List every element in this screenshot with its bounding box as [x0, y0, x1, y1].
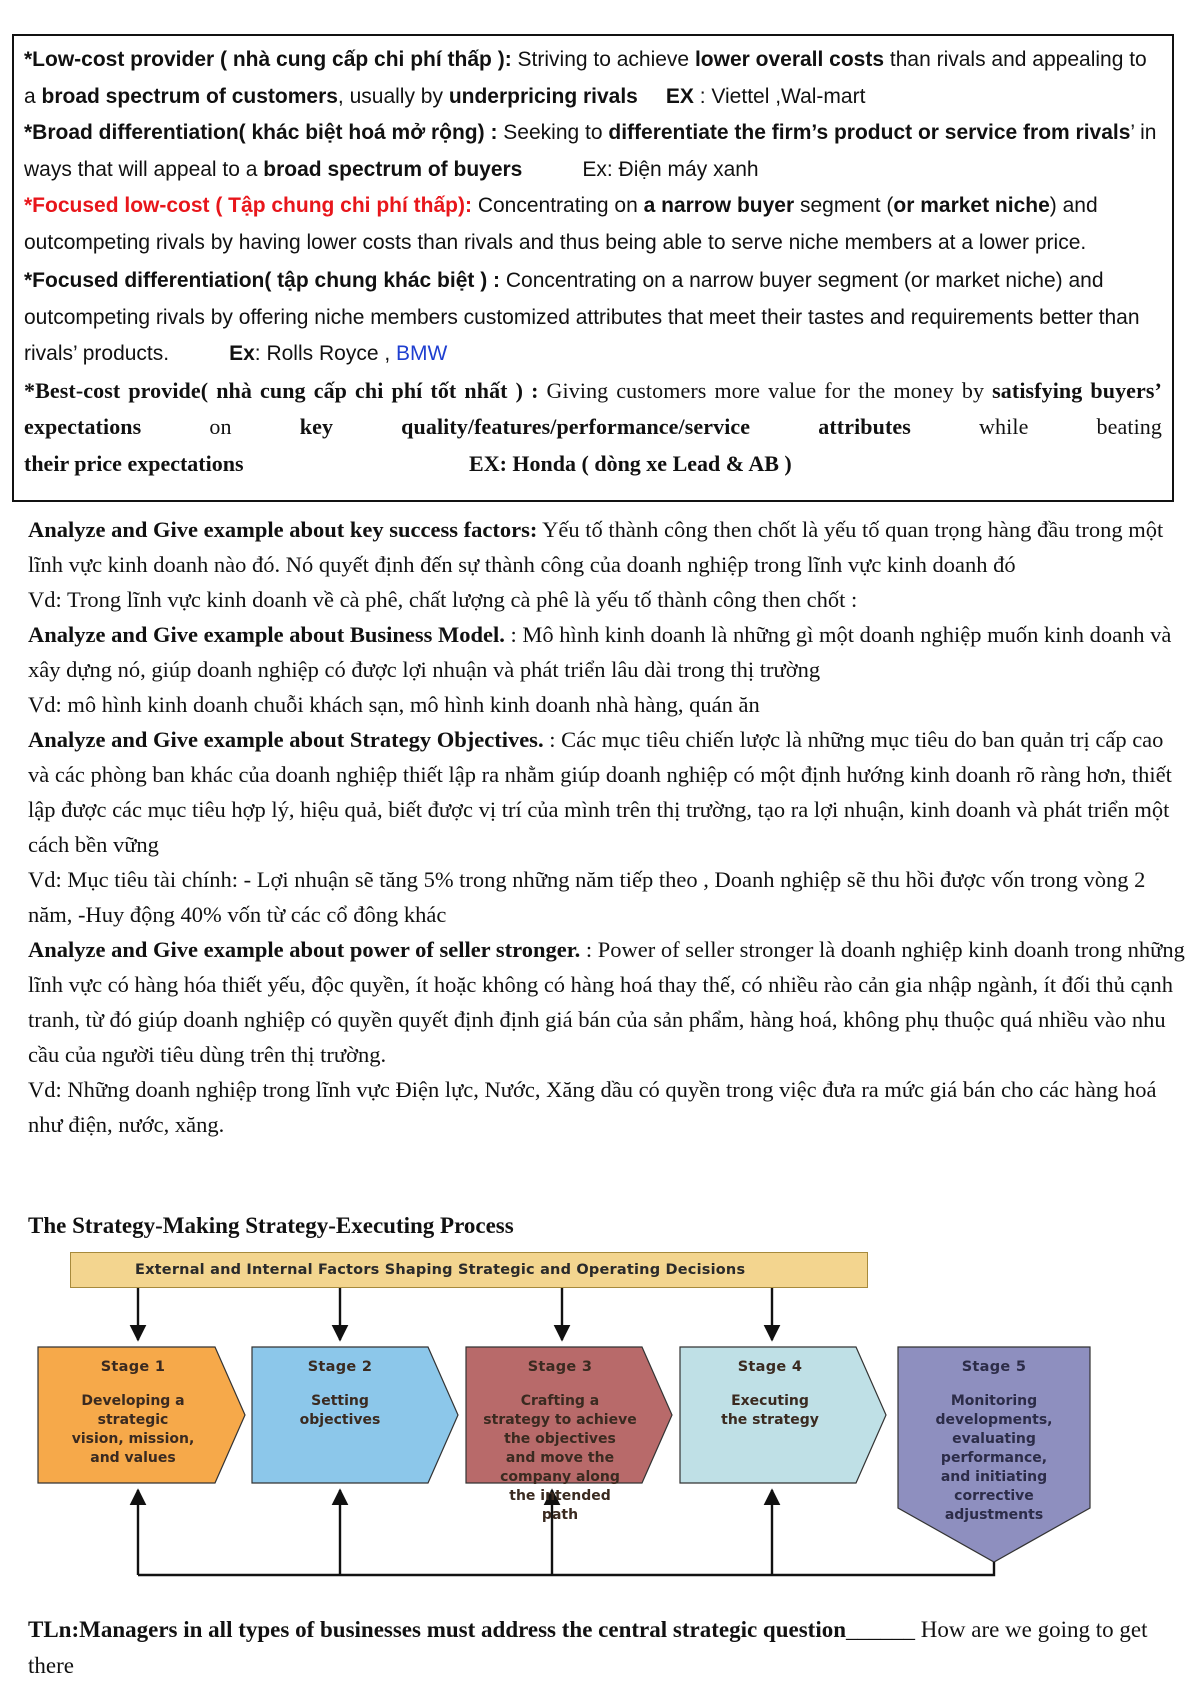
feedback-line [138, 1562, 994, 1575]
stage-3-line: the objectives [504, 1431, 616, 1447]
so-text: : Các mục tiêu chiến lược là những mục tiêu do ban quản trị cấp cao và các phòng ban khác của doanh nghiệp thiết lập ra nhằm giúp doanh nghiệp có một định hướng kinh doanh rõ ràng hơn, thiết lập được các mục tiêu hợp lý, hiệu quả, biết được vị trí của mình trên thị trường, tạo ra lợi nhuận, kinh doanh và phát triển một cách bền vững [28, 727, 1172, 857]
so-title: Analyze and Give example about Strategy Objectives. [28, 727, 544, 752]
ps-example: Vd: Những doanh nghiệp trong lĩnh vực Điện lực, Nước, Xăng dầu có quyền trong việc đưa ra mức giá bán cho các hàng hoá như điện, nước, xăng. [28, 1077, 1157, 1137]
bm-title: Analyze and Give example about Business Model. [28, 622, 505, 647]
stage-5-line: Monitoring [950, 1393, 1038, 1409]
stage-3-line: the intended [509, 1488, 611, 1504]
stage-5-line: and initiating [940, 1469, 1048, 1485]
process-title: The Strategy-Making Strategy-Executing Process [28, 1213, 514, 1238]
stage-2-line: objectives [299, 1412, 381, 1428]
stage-5-label: Stage 5 [961, 1359, 1027, 1375]
best-cost-cut-line: their price expectations EX: Honda ( dòng xe Lead & AB ) [24, 450, 792, 476]
focused-low-cost-title: *Focused low-cost ( Tập chung chi phí thấp): [24, 194, 472, 217]
low-cost-bold-3: underpricing rivals [448, 84, 638, 108]
stage-2-label: Stage 2 [307, 1359, 373, 1375]
conclusion-bold: TLn:Managers in all types of businesses must address the central strategic question [28, 1617, 847, 1642]
stage-1-line: strategic [97, 1412, 169, 1428]
low-cost-paragraph [24, 42, 1162, 115]
stage-3-line: company along [500, 1469, 620, 1485]
broad-diff-example: Ex: Điện máy xanh [582, 157, 759, 181]
process-diagram [30, 1250, 1140, 1610]
broad-diff-paragraph [24, 115, 1162, 188]
bm-text: : Mô hình kinh doanh là những gì một doanh nghiệp muốn kinh doanh và xây dựng nó, giúp doanh nghiệp có được lợi nhuận và phát triển lâu dài trong thị trường [28, 622, 1172, 682]
focused-low-cost-bold-2: or market niche [893, 194, 1050, 217]
ksf-text: Yếu tố thành công then chốt là yếu tố quan trọng hàng đầu trong một lĩnh vực kinh doanh nào đó. Nó quyết định đến sự thành công của doanh nghiệp trong lĩnh vực kinh doanh đó [28, 517, 1164, 577]
conclusion-rest: How are we going to get there [28, 1617, 1148, 1678]
conclusion-blank: ______ [846, 1617, 916, 1642]
stage-2-line: Setting [311, 1393, 369, 1409]
best-cost-title: *Best-cost provide( nhà cung cấp chi phí tốt nhất ) : [24, 377, 539, 403]
stage-3-line: path [541, 1507, 579, 1523]
broad-diff-bold-1: differentiate the firm’s product or service from rivals [608, 121, 1131, 144]
strategies-box [12, 34, 1174, 502]
stage-5-line: corrective [954, 1488, 1034, 1504]
focused-low-cost-text-2: segment ( [794, 194, 894, 217]
stage-5-line: adjustments [944, 1507, 1044, 1523]
stage-1-label: Stage 1 [100, 1359, 166, 1375]
ps-title: Analyze and Give example about power of seller stronger. [28, 937, 581, 962]
stage-2-text [255, 1358, 425, 1430]
focused-low-cost-text-3: ) and outcompeting rivals by having lower costs than rivals and thus being able to serve niche members at a lower price. [24, 194, 1098, 254]
focused-diff-ex-bmw: BMW [396, 342, 448, 365]
conclusion-paragraph [28, 1612, 1178, 1684]
low-cost-ex-label: EX [665, 84, 694, 108]
stage-4-text [685, 1358, 855, 1430]
focused-diff-text-1: Concentrating on a narrow buyer segment (or market niche) and outcompeting rivals by offering niche members customized attributes that meet their tastes and requirements better than rivals’ products. [24, 269, 1140, 365]
low-cost-text-2: than rivals and appealing to a [24, 48, 1147, 108]
stage-1-line: vision, mission, [71, 1431, 195, 1447]
stage-3-text [467, 1358, 653, 1525]
low-cost-bold-2: broad spectrum of customers [41, 84, 338, 108]
stage-1-text [48, 1358, 218, 1468]
stage-3-label: Stage 3 [527, 1359, 593, 1375]
broad-diff-text-1: Seeking to [497, 121, 609, 144]
ps-text: : Power of seller stronger là doanh nghiệp kinh doanh trong những lĩnh vực có hàng hóa thiết yếu, độc quyền, ít hoặc không có hàng hoá thay thế, có nhiều rào cản gia nhập ngành, ít đối thủ cạnh tranh, từ đó giúp doanh nghiệp có quyền quyết định định giá bán của sản phẩm, hàng hoá, không phụ thuộc quá nhiều vào nhu cầu của người tiêu dùng trên thị trường. [28, 937, 1185, 1067]
stage-5-line: evaluating [952, 1431, 1036, 1447]
bm-example: Vd: mô hình kinh doanh chuỗi khách sạn, mô hình kinh doanh nhà hàng, quán ăn [28, 692, 760, 717]
best-cost-text-3: while beating [910, 414, 1163, 439]
bm-paragraph [28, 617, 1188, 687]
ksf-example: Vd: Trong lĩnh vực kinh doanh về cà phê, chất lượng cà phê là yếu tố thành công then chốt : [28, 587, 858, 612]
ksf-paragraph [28, 512, 1188, 582]
best-cost-text-1: Giving customers more value for the money by [538, 377, 993, 403]
focused-diff-paragraph [24, 263, 1162, 373]
broad-diff-bold-2: broad spectrum of buyers [263, 157, 523, 181]
best-cost-bold-2: key quality/features/performance/service attributes [299, 414, 911, 439]
focused-low-cost-text-1: Concentrating on [472, 194, 644, 217]
focused-diff-title: *Focused differentiation( tập chung khác biệt ) : [24, 269, 501, 292]
best-cost-bold-1: satisfying buyers’ expectations [24, 377, 1162, 439]
stage-4-label: Stage 4 [737, 1359, 803, 1375]
analysis-section [28, 512, 1188, 1142]
factors-bar: External and Internal Factors Shaping Strategic and Operating Decisions [70, 1252, 868, 1288]
focused-diff-ex-value: : Rolls Royce , [254, 342, 397, 365]
best-cost-text-2: on [141, 414, 300, 439]
stage-5-line: performance, [940, 1450, 1048, 1466]
best-cost-paragraph [24, 373, 1162, 446]
so-paragraph [28, 722, 1188, 862]
so-example: Vd: Mục tiêu tài chính: - Lợi nhuận sẽ tăng 5% trong những năm tiếp theo , Doanh nghiệp sẽ thu hồi được vốn trong vòng 2 năm, -Huy động 40% vốn từ các cổ đông khác [28, 867, 1146, 927]
focused-low-cost-bold-1: a narrow buyer [643, 194, 795, 217]
low-cost-text-3: , usually by [337, 84, 449, 108]
low-cost-title: *Low-cost provider ( nhà cung cấp chi phí thấp ): [24, 48, 512, 71]
focused-low-cost-paragraph [24, 188, 1162, 261]
stage-4-line: Executing [731, 1393, 809, 1409]
ksf-title: Analyze and Give example about key success factors: [28, 517, 538, 542]
broad-diff-title: *Broad differentiation( khác biệt hoá mở rộng) : [24, 121, 498, 144]
broad-diff-text-2: ’ in ways that will appeal to a [24, 121, 1157, 181]
focused-diff-ex-label: Ex [229, 342, 255, 365]
ps-paragraph [28, 932, 1188, 1072]
low-cost-bold-1: lower overall costs [694, 48, 885, 71]
stage-1-line: Developing a [81, 1393, 185, 1409]
stage-5-line: developments, [935, 1412, 1053, 1428]
stage-3-line: and move the [505, 1450, 615, 1466]
low-cost-text-1: Striving to achieve [511, 48, 695, 71]
stage-3-line: Crafting a [520, 1393, 600, 1409]
low-cost-ex-value: : Viettel ,Wal-mart [693, 84, 866, 108]
stage-5-text [903, 1358, 1085, 1525]
stage-1-line: and values [90, 1450, 176, 1466]
stage-4-line: the strategy [721, 1412, 819, 1428]
stage-3-line: strategy to achieve [483, 1412, 637, 1428]
